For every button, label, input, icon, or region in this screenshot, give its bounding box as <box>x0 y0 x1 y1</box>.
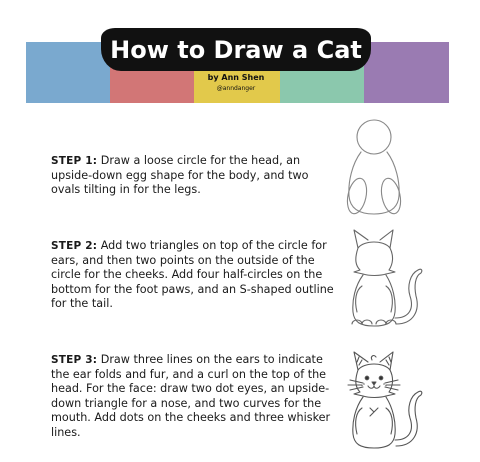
step-3 <box>51 353 341 441</box>
step-2 <box>51 239 341 312</box>
stripe-blue <box>26 42 110 103</box>
author-handle: @anndanger <box>216 85 256 92</box>
step-3-text: Draw three lines on the ears to indicate the ear folds and fur, and a curl on the top of the head. For the face: draw two dot eyes, an upside-down triangle for a nose, and two curves for the mouth. Add dots on the cheeks and three whisker lines. <box>51 353 331 439</box>
cat-sketch-step-1 <box>330 116 440 220</box>
step-1-label: STEP 1: <box>51 155 98 167</box>
step-1 <box>51 154 341 198</box>
stripe-purple <box>364 42 449 103</box>
cat-step-1-icon <box>330 116 440 220</box>
cat-step-3-icon <box>330 346 440 456</box>
step-1-text: Draw a loose circle for the head, an upside-down egg shape for the body, and two ovals tilting in for the legs. <box>51 154 309 197</box>
author-byline: by Ann Shen <box>207 73 265 82</box>
cat-sketch-step-2 <box>330 226 440 334</box>
step-3-label: STEP 3: <box>51 354 98 366</box>
page-title: How to Draw a Cat <box>110 36 362 64</box>
cat-sketch-step-3 <box>330 346 440 456</box>
step-2-text: Add two triangles on top of the circle for ears, and then two points on the outside of the circle for the cheeks. Add four half-circles on the bottom for the foot paws, and an S-shaped outline for the tail. <box>51 239 334 311</box>
step-2-label: STEP 2: <box>51 240 98 252</box>
cat-step-2-icon <box>330 226 440 334</box>
